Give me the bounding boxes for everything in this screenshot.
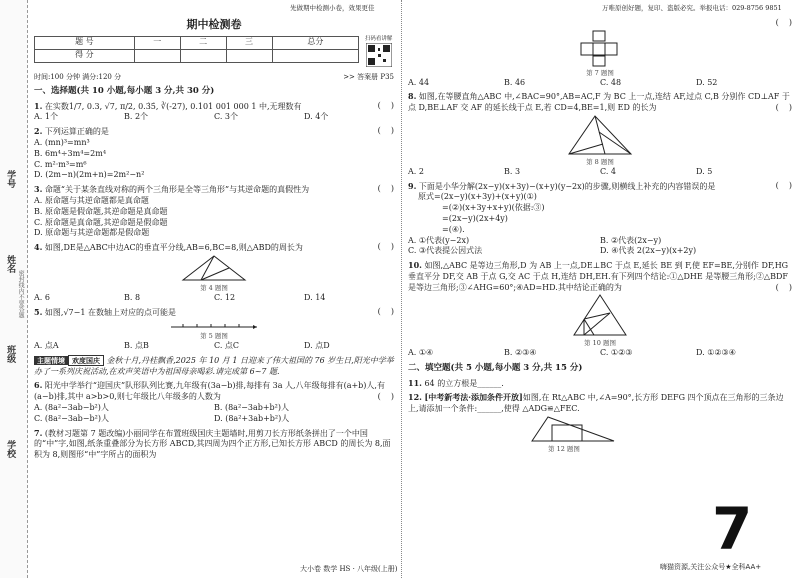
triangle-figure-q4 (179, 254, 249, 284)
section1-heading: 一、选择题(共 10 小题,每小题 3 分,共 30 分) (34, 86, 215, 97)
seal-line-hint: 密封线内不要答题 (17, 270, 25, 318)
margin-label-student-id: 学号 (5, 170, 16, 188)
option-a[interactable]: A. ①④ (408, 348, 434, 358)
question-12: 12. [中考新考法·添加条件开放]如图,在 Rt△ABC 中,∠A=90°,长方形 DEFG 四个顶点在三角形的三条边上,请添加一个条件:______,使得 △ADG≌△FEC. 第 12 题图 (408, 392, 784, 453)
question-8: 8. 如图,在等腰直角△ABC 中,∠BAC=90°,AB=AC,F 为 BC 上一点,连结 AF,过点 C,B 分别作 CD⊥AF 于点 D,BE⊥AF 交 AF 的延长线于点 E,若 CD=4,BE=1,则 ED 的长为 ( ) 第 8 题图 A. 2 B. 3 C. 4 D. 5 (408, 91, 792, 176)
question-3: 3. 命题“关于某条直线对称的两个三角形是全等三角形”与其逆命题的真假性为 ( ) A. 原命题与其逆命题都是真命题 B. 原命题是假命题,其逆命题是真命题 C. 原命题是真命题,其逆命题是假命题 D. 原命题与其逆命题都是假命题 (34, 184, 394, 238)
figure-caption: 第 10 题图 (584, 339, 616, 348)
right-triangle-rectangle-figure (528, 415, 618, 445)
question-5: 5. 如图,√7−1 在数轴上对应的点可能是 ( ) 第 5 题图 A. 点A B. 点B C. 点C D. 点D (34, 306, 394, 351)
theme-tag: 主题情境 (34, 356, 68, 365)
option-a[interactable]: A. 2 (408, 166, 424, 176)
option-d[interactable]: D. 4个 (304, 112, 329, 122)
margin-label-class: 班级 (5, 345, 16, 363)
isosceles-right-triangle-figure (565, 114, 635, 158)
question-11: 11. 64 的立方根是______. (408, 377, 504, 388)
score-header-cell: 一 (134, 36, 180, 49)
figure-caption: 第 12 题图 (548, 444, 580, 453)
question-9: 9. 下面是小华分解(2x−y)(x+3y)−(x+y)(y−2x)的步骤,则横线上补充的内容错误的是 ( ) 原式=(2x−y)(x+3y)+(x+y)(①) =(②)(x+3y+x+y)(依据:③) =(2x−y)(2x+4y) =(④). A. ①代表(y−2x) B. ②代表(2x−y) C. ③代表提公因式法 D. ④代表 2(2x−y)(x+2y) (408, 180, 792, 256)
score-header-cell: 总分 (272, 36, 359, 49)
option-c[interactable]: C. ③代表提公因式法 (408, 246, 483, 256)
option-b[interactable]: B. 2个 (124, 112, 149, 122)
option-d[interactable]: D. ①②③④ (696, 348, 736, 358)
option-b[interactable]: B. 原命题是假命题,其逆命题是真命题 (34, 206, 168, 216)
option-d[interactable]: D. 原命题与其逆命题都是假命题 (34, 228, 150, 238)
option-b[interactable]: B. 46 (504, 77, 526, 87)
theme-context: 主题情境 欢度国庆 金秋十月,丹桂飘香,2025 年 10 月 1 日迎来了伟大祖国的 76 岁生日,阳光中学举办了一系列庆祝活动,在欢声笑语中为祖国母亲喝彩.请完成第 6~7 题. (34, 355, 394, 376)
step-line: =(2x−y)(2x+4y) (442, 213, 508, 223)
option-b[interactable]: B. ②③④ (504, 348, 537, 358)
theme-subtag: 欢度国庆 (68, 355, 104, 366)
binding-margin (0, 0, 28, 578)
footer-right-watermark: 嗨猫资源,关注公众号★全科AA+ (660, 563, 762, 571)
score-label-cell: 得 分 (35, 49, 135, 62)
figure-caption: 第 5 题图 (200, 332, 228, 341)
option-b[interactable]: B. 点B (124, 341, 149, 351)
qr-code-icon (366, 43, 392, 67)
answer-reference: >> 答案册 P35 (343, 72, 394, 81)
left-column (34, 18, 394, 461)
option-d[interactable]: D. 52 (696, 77, 718, 87)
figure-caption: 第 8 题图 (586, 157, 614, 166)
page-divider (401, 0, 402, 578)
option-a[interactable]: A. 1个 (34, 112, 58, 122)
qr-caption: 扫码看讲解 (364, 35, 393, 42)
zhong-character-figure (575, 29, 625, 69)
score-header-cell: 二 (180, 36, 226, 49)
question-7: 7. (教材习题第 7 题改编)小丽同学在布置班级国庆主题墙时,用剪刀长方形纸条拼出了一个中国的“中”字,如图,纸条重叠部分为长方形 ABCD,其四周为四个正方形,已知长方形 ABCD 的周长为 8,面积为 8,则图形“中”字所占的面积为 (34, 427, 391, 460)
number-line-figure (169, 318, 259, 332)
option-a[interactable]: A. 原命题与其逆命题都是真命题 (34, 195, 149, 205)
score-entry-cell[interactable] (134, 49, 180, 62)
page-number: 7 (712, 495, 753, 563)
option-c[interactable]: C. 3个 (214, 112, 239, 122)
option-c[interactable]: C. ①②③ (600, 348, 633, 358)
option-c[interactable]: C. 48 (600, 77, 622, 87)
exam-title: 期中检测卷 (186, 18, 242, 31)
step-line: =(④). (442, 224, 465, 234)
option-d[interactable]: D. 5 (696, 166, 713, 176)
option-d[interactable]: D. 点D (304, 341, 330, 351)
score-header-cell: 题 号 (35, 36, 135, 49)
option-d[interactable]: D. 14 (304, 292, 326, 302)
right-column: ( ) 第 7 题图 A. 44 B. 46 C. 48 D. 52 8. 如图,在等腰直角△ABC 中,∠BAC=90°,AB=AC,F 为 BC 上一点,连结 AF,过点 C,B 分别作 CD⊥AF 于点 D,BE⊥AF 交 AF 的延长线于点 E,若 CD=4,BE=1,则 ED 的长为 ( ) 第 8 题图 A. 2 B. 3 C. 4 D. 5 9. 下面是小华分解(2x−y)(x+3y)−(x+y)(y−2x)的步骤,则横线上补充的内容错误的是 ( ) 原式=(2x−y)(x+3y)+(x+y)(①) =(②)(x+3y+x+y)(依据:③) =(2x−y)(2x+4y) =(④). A. ①代表(y−2x) B. ②代表(2x−y) C. ③代表提公因式法 D. ④代表 2(2x−y)(x+2y) 10. 如图,△ABC 是等边三角形,D 为 AB 上一点,DE⊥BC 于点 E,延长 BE 到 F,使 EF=BE,分别作 DF,HG 垂直平分 DF,交 AB 于点 G,交 AC 于点 H,连结 DH,EH.有下列四个结论:①△DHE 是等腰三角形;②△BDF 是等边三角形;③∠AHG=60°;④AD=HD.其中结论正确的为 ( ) 第 10 题图 A. ①④ B. ②③④ C. ①②③ D. ①②③④ 二、填空题(共 5 小题,每小题 3 分,共 15 分) 11. 64 的立方根是______. 12. [中考新考法·添加条件开放]如图,在 Rt△ABC 中,∠A=90°,长方形 DEFG 四个顶点在三角形的三条边上,请添加一个条件:______,使得 △ADG≌△FEC. 第 12 题图 (408, 18, 792, 453)
time-info: 时间:100 分钟 满分:120 分 (34, 72, 122, 81)
option-c[interactable]: C. 点C (214, 341, 240, 351)
option-b[interactable]: B. 6m⁴÷3m⁴=2m⁴ (34, 148, 107, 158)
score-entry-cell[interactable] (272, 49, 359, 62)
question-1: 1. 在实数1/7, 0.3, √7, π/2, 0.3̇5̇, ∛(-27), 0.101 001 000 1 中,无理数有 ( ) A. 1个 B. 2个 C. 3个 D. 4个 (34, 100, 394, 122)
step-line: 原式=(2x−y)(x+3y)+(x+y)(①) (418, 192, 537, 202)
option-c[interactable]: C. m²·m³=m⁶ (34, 159, 87, 169)
right-header-notice: 万唯原创好题，复印、盗版必究。举报电话：029-8756 9851 (602, 4, 782, 12)
option-d[interactable]: D. ④代表 2(2x−y)(x+2y) (600, 246, 697, 256)
option-a[interactable]: A. 44 (408, 77, 430, 87)
question-4: 4. 如图,DE是△ABC中边AC的垂直平分线,AB=6,BC=8,则△ABD的周长为 ( ) 第 4 题图 A. 6 B. 8 C. 12 D. 14 (34, 242, 394, 302)
option-a[interactable]: A. 点A (34, 341, 59, 351)
option-c[interactable]: C. 原命题是真命题,其逆命题是假命题 (34, 217, 168, 227)
option-b[interactable]: B. 3 (504, 166, 521, 176)
score-header-cell: 三 (226, 36, 272, 49)
score-table (34, 36, 359, 63)
option-a[interactable]: A. (mn)³=mn³ (34, 137, 90, 147)
figure-caption: 第 4 题图 (200, 283, 228, 292)
margin-label-name: 姓名 (5, 255, 16, 273)
option-c[interactable]: C. 12 (214, 292, 236, 302)
figure-caption: 第 7 题图 (586, 68, 614, 77)
question-2: 2. 下列运算正确的是 ( ) A. (mn)³=mn³ B. 6m⁴÷3m⁴=2m⁴ C. m²·m³=m⁶ D. (2m−n)(2m+n)=2m²−n² (34, 126, 394, 180)
score-entry-cell[interactable] (180, 49, 226, 62)
question-6: 6. 阳光中学举行“迎国庆”队形队列比赛,九年级有(3a−b)排,每排有 3a 人,八年级每排有(a+b)人,有(a−b)排,其中 a>b>0,则七年级比八年级多的人数为 ( ) A. (8a²−3ab−b²)人 B. (8a²−3ab+b²)人 C. (8a²−3ab−b²)人 D. (8a²+3ab+b²)人 (34, 380, 394, 423)
option-c[interactable]: C. (8a²−3ab−b²)人 (34, 413, 109, 423)
step-line: =(②)(x+3y+x+y)(依据:③) (442, 203, 545, 213)
option-d[interactable]: D. (2m−n)(2m+n)=2m²−n² (34, 170, 145, 180)
footer-left: 大小卷 数学 HS · 八年级(上册) (300, 565, 398, 573)
margin-label-school: 学校 (5, 440, 16, 458)
option-b[interactable]: B. ②代表(2x−y) (600, 235, 662, 245)
option-a[interactable]: A. (8a²−3ab−b²)人 (34, 403, 109, 413)
option-c[interactable]: C. 4 (600, 166, 617, 176)
left-header-notice: 先做期中检测小卷，效果更佳 (290, 4, 375, 12)
option-a[interactable]: A. 6 (34, 292, 50, 302)
option-b[interactable]: B. (8a²−3ab+b²)人 (214, 403, 289, 413)
option-d[interactable]: D. (8a²+3ab+b²)人 (214, 413, 290, 423)
score-entry-cell[interactable] (226, 49, 272, 62)
option-a[interactable]: A. ①代表(y−2x) (408, 235, 470, 245)
question-10: 10. 如图,△ABC 是等边三角形,D 为 AB 上一点,DE⊥BC 于点 E,延长 BE 到 F,使 EF=BE,分别作 DF,HG 垂直平分 DF,交 AB 于点 G,交 AC 于点 H,连结 DH,EH.有下列四个结论:①△DHE 是等腰三角形;②△BDF 是等边三角形;③∠AHG=60°;④AD=HD.其中结论正确的为 ( ) 第 10 题图 A. ①④ B. ②③④ C. ①②③ D. ①②③④ (408, 260, 792, 358)
qr-block (363, 36, 394, 71)
section2-heading: 二、填空题(共 5 小题,每小题 3 分,共 15 分) (408, 363, 583, 374)
option-b[interactable]: B. 8 (124, 292, 141, 302)
equilateral-triangle-figure (570, 293, 630, 339)
